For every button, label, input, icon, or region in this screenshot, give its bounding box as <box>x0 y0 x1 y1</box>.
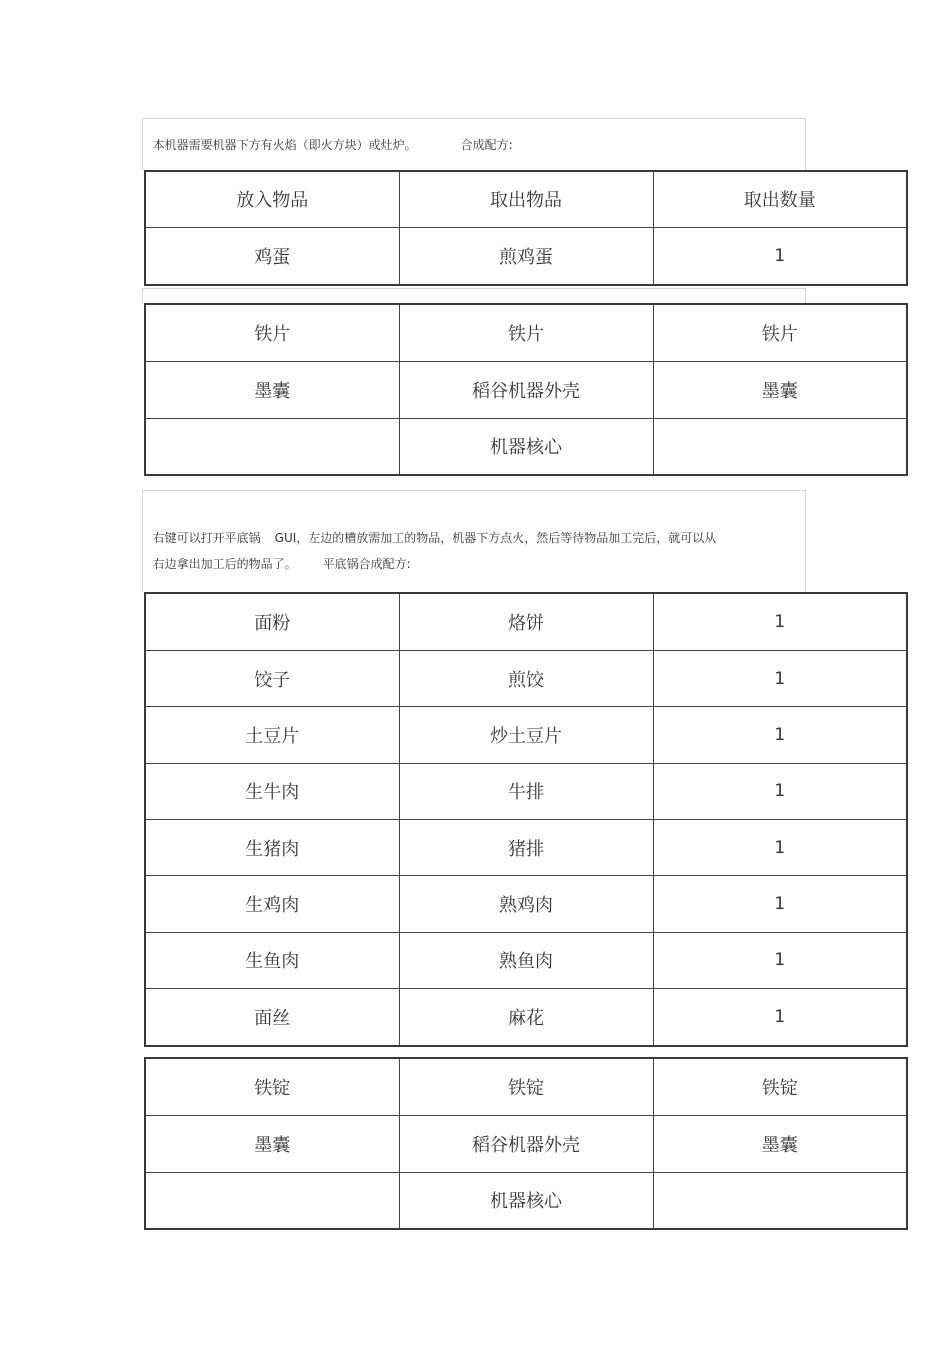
intro-recipe-label: 合成配方: <box>460 138 513 152</box>
table-row <box>145 763 907 819</box>
crafting-grid-table-2 <box>144 1057 908 1230</box>
table-row <box>145 304 907 361</box>
table-row <box>145 1172 907 1229</box>
cell-input: 饺子 <box>145 650 399 706</box>
desc-text-1b: GUI，左边的槽放需加工的物品，机器下方点火，然后等待物品加工完后，就可以从 <box>274 531 717 545</box>
cell-count: 1 <box>653 593 907 650</box>
cell-count: 1 <box>653 707 907 763</box>
text-frame-gap-1 <box>142 288 806 303</box>
table-row <box>145 707 907 763</box>
desc-text-1a: 右键可以打开平底锅 <box>152 531 261 545</box>
grid-cell <box>653 418 907 475</box>
cell-count: 1 <box>653 227 907 285</box>
grid-cell: 铁片 <box>653 304 907 361</box>
table-row <box>145 593 907 650</box>
table-row <box>145 989 907 1046</box>
intro-text: 本机器需要机器下方有火焰（即火方块）或灶炉。 <box>152 138 417 152</box>
grid-cell: 墨囊 <box>145 361 399 418</box>
intro-line <box>145 124 513 152</box>
cell-output: 煎鸡蛋 <box>399 227 653 285</box>
desc-recipe-label: 平底锅合成配方: <box>322 557 411 571</box>
description-line-1 <box>145 517 716 545</box>
cell-count: 1 <box>653 876 907 932</box>
table-row <box>145 932 907 988</box>
desc-text-2a: 右边拿出加工后的物品了。 <box>152 557 297 571</box>
header-output-count: 取出数量 <box>653 171 907 227</box>
grid-cell: 机器核心 <box>399 1172 653 1229</box>
grid-cell: 铁锭 <box>145 1058 399 1115</box>
cell-input: 生鸡肉 <box>145 876 399 932</box>
table-row <box>145 227 907 285</box>
cell-output: 炒土豆片 <box>399 707 653 763</box>
cell-input: 鸡蛋 <box>145 227 399 285</box>
cell-output: 熟鸡肉 <box>399 876 653 932</box>
cell-input: 土豆片 <box>145 707 399 763</box>
cell-input: 生鱼肉 <box>145 932 399 988</box>
cell-output: 熟鱼肉 <box>399 932 653 988</box>
cell-input: 生牛肉 <box>145 763 399 819</box>
grid-cell: 墨囊 <box>145 1115 399 1172</box>
grid-cell: 墨囊 <box>653 361 907 418</box>
cell-input: 生猪肉 <box>145 819 399 875</box>
grid-cell: 墨囊 <box>653 1115 907 1172</box>
cell-count: 1 <box>653 763 907 819</box>
description-line-2 <box>145 543 411 571</box>
grid-cell <box>653 1172 907 1229</box>
cell-count: 1 <box>653 989 907 1046</box>
crafting-grid-table-1 <box>144 303 908 476</box>
table-row <box>145 819 907 875</box>
cell-count: 1 <box>653 650 907 706</box>
cell-output: 煎饺 <box>399 650 653 706</box>
table-row <box>145 1058 907 1115</box>
table-row <box>145 876 907 932</box>
cell-count: 1 <box>653 932 907 988</box>
cell-input: 面丝 <box>145 989 399 1046</box>
table-row <box>145 418 907 475</box>
cell-output: 猪排 <box>399 819 653 875</box>
grid-cell: 稻谷机器外壳 <box>399 1115 653 1172</box>
grid-cell: 铁片 <box>399 304 653 361</box>
table-row <box>145 1115 907 1172</box>
table-header-row <box>145 171 907 227</box>
table-row <box>145 650 907 706</box>
recipe-table-2 <box>144 592 908 1047</box>
grid-cell: 铁锭 <box>399 1058 653 1115</box>
cell-count: 1 <box>653 819 907 875</box>
grid-cell: 稻谷机器外壳 <box>399 361 653 418</box>
grid-cell: 铁锭 <box>653 1058 907 1115</box>
grid-cell <box>145 418 399 475</box>
cell-output: 麻花 <box>399 989 653 1046</box>
cell-output: 牛排 <box>399 763 653 819</box>
table-row <box>145 361 907 418</box>
grid-cell: 机器核心 <box>399 418 653 475</box>
grid-cell: 铁片 <box>145 304 399 361</box>
header-output-item: 取出物品 <box>399 171 653 227</box>
header-input-item: 放入物品 <box>145 171 399 227</box>
grid-cell <box>145 1172 399 1229</box>
cell-input: 面粉 <box>145 593 399 650</box>
recipe-table-1 <box>144 170 908 286</box>
cell-output: 烙饼 <box>399 593 653 650</box>
